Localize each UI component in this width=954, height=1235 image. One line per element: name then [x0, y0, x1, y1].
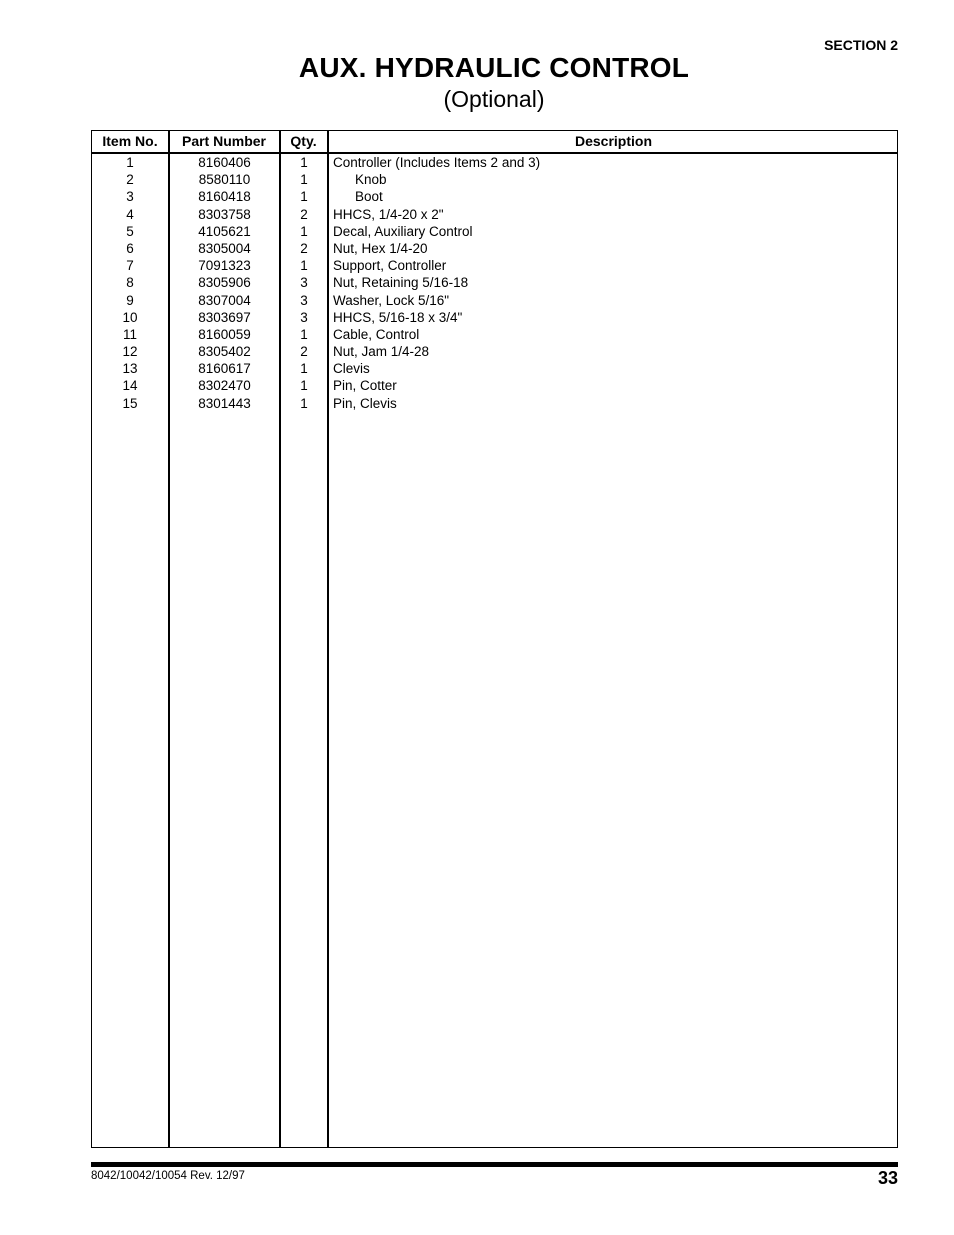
quantity: 1: [300, 326, 308, 342]
part-number: 8580110: [198, 172, 251, 188]
column-header-qty: Qty.: [290, 133, 317, 149]
item-number: 15: [122, 395, 138, 411]
description: Knob: [355, 172, 387, 188]
part-number: 8302470: [198, 378, 251, 394]
description: Nut, Jam 1/4-28: [333, 344, 430, 360]
quantity: 3: [300, 275, 308, 291]
item-number: 1: [126, 155, 134, 170]
part-number: 8305004: [198, 240, 251, 256]
table-row: [92, 309, 897, 326]
footer-rule: [91, 1162, 898, 1167]
item-number: 10: [122, 309, 138, 325]
part-number: 8160418: [198, 189, 251, 205]
description: Pin, Clevis: [333, 395, 397, 411]
item-number: 11: [122, 326, 137, 342]
quantity: 1: [300, 258, 308, 274]
item-number: 6: [126, 240, 134, 256]
description: Support, Controller: [333, 258, 447, 274]
part-number: 8303758: [198, 206, 251, 222]
quantity: 3: [300, 292, 308, 308]
page-number: 33: [877, 1168, 898, 1188]
table-row: [92, 360, 897, 377]
table-row: [92, 171, 897, 188]
page-subtitle: (Optional): [443, 86, 545, 112]
part-number: 8160617: [198, 361, 251, 377]
column-header-description: Description: [574, 133, 652, 149]
part-number: 8305402: [198, 344, 251, 360]
part-number: 4105621: [198, 223, 251, 239]
quantity: 1: [300, 189, 308, 205]
quantity: 3: [300, 309, 308, 325]
quantity: 1: [300, 223, 308, 239]
description: Cable, Control: [333, 326, 420, 342]
quantity: 1: [300, 155, 308, 170]
table-row: [92, 223, 897, 240]
item-number: 3: [126, 189, 134, 205]
description: Controller (Includes Items 2 and 3): [333, 155, 541, 170]
description: Washer, Lock 5/16": [333, 292, 450, 308]
table-row: [92, 395, 897, 412]
column-header-item-no: Item No.: [102, 133, 158, 149]
item-number: 14: [122, 378, 138, 394]
part-number: 8305906: [198, 275, 251, 291]
table-row: [92, 206, 897, 223]
quantity: 2: [300, 344, 308, 360]
description: Nut, Hex 1/4-20: [333, 240, 428, 256]
part-number: 8160059: [198, 326, 251, 342]
page-title: AUX. HYDRAULIC CONTROL: [298, 52, 690, 83]
table-row: [92, 154, 897, 171]
table-row: [92, 292, 897, 309]
quantity: 2: [300, 206, 308, 222]
part-number: 7091323: [198, 258, 251, 274]
document-reference: 8042/10042/10054 Rev. 12/97: [91, 1170, 245, 1182]
description: HHCS, 5/16-18 x 3/4": [333, 309, 463, 325]
item-number: 9: [126, 292, 134, 308]
table-row: [92, 257, 897, 274]
table-row: [92, 343, 897, 360]
table-row: [92, 274, 897, 291]
description: Boot: [355, 189, 383, 205]
description: Nut, Retaining 5/16-18: [333, 275, 469, 291]
item-number: 12: [122, 344, 138, 360]
table-row: [92, 326, 897, 343]
description: HHCS, 1/4-20 x 2": [333, 206, 444, 222]
item-number: 7: [126, 258, 134, 274]
item-number: 8: [126, 275, 134, 291]
quantity: 2: [300, 240, 308, 256]
quantity: 1: [300, 378, 308, 394]
item-number: 13: [122, 361, 138, 377]
part-number: 8160406: [198, 155, 251, 170]
description: Clevis: [333, 361, 370, 377]
description: Pin, Cotter: [333, 378, 397, 394]
section-label: SECTION 2: [824, 37, 898, 53]
table-row: [92, 188, 897, 205]
quantity: 1: [300, 172, 308, 188]
item-number: 5: [126, 223, 134, 239]
part-number: 8307004: [198, 292, 251, 308]
parts-table: [91, 130, 898, 1148]
table-row: [92, 240, 897, 257]
description: Decal, Auxiliary Control: [333, 223, 473, 239]
quantity: 1: [300, 361, 308, 377]
quantity: 1: [300, 395, 308, 411]
column-header-part-number: Part Number: [181, 133, 267, 149]
item-number: 4: [126, 206, 134, 222]
part-number: 8301443: [198, 395, 251, 411]
table-row: [92, 377, 897, 394]
item-number: 2: [126, 172, 134, 188]
part-number: 8303697: [198, 309, 251, 325]
table-body: [92, 154, 897, 412]
